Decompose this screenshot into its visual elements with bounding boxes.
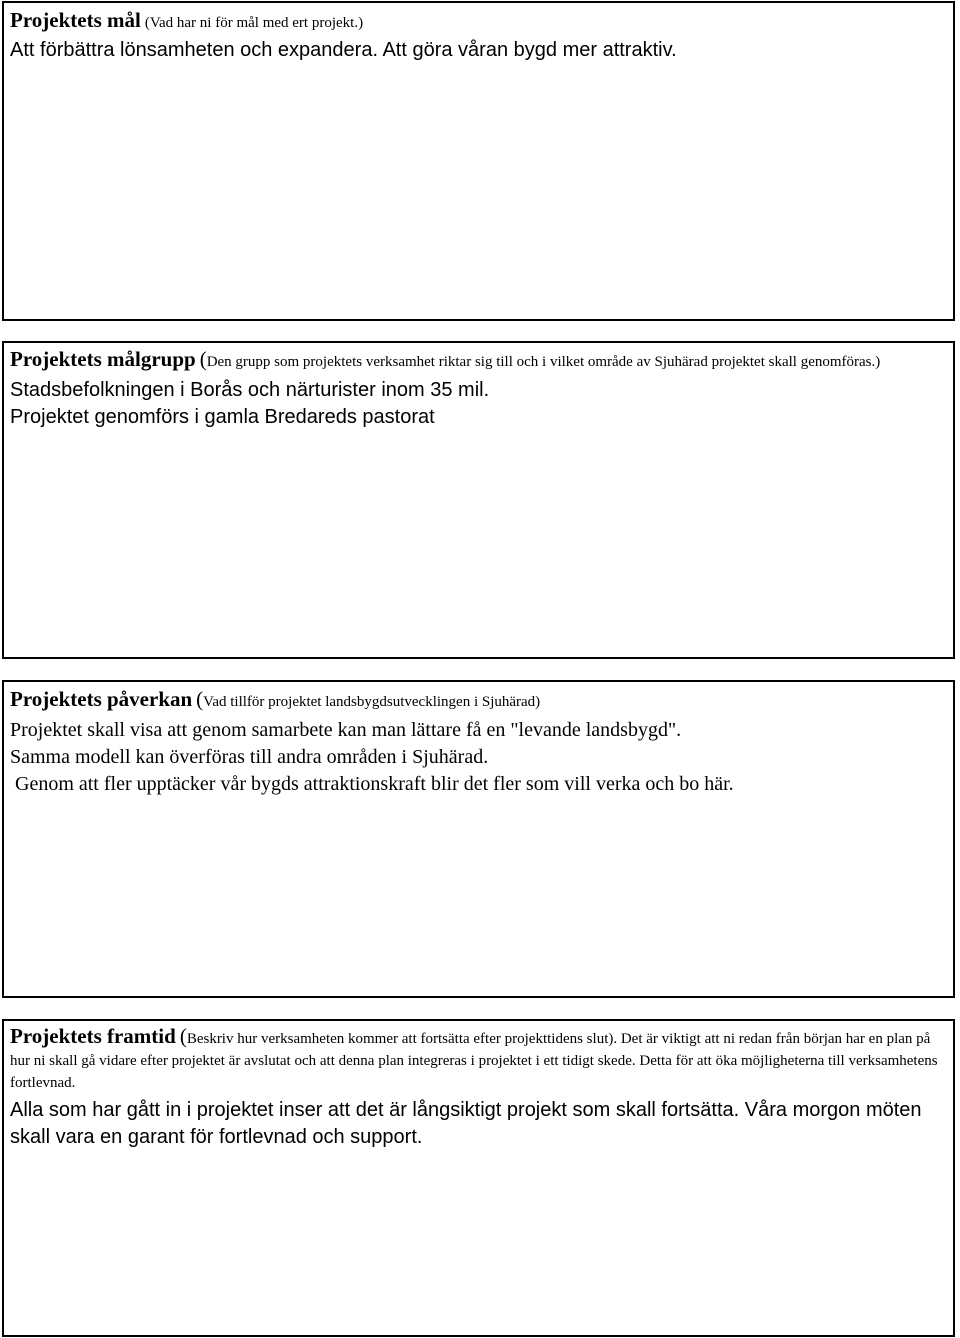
section-projektets-framtid <box>2 1019 955 1337</box>
section-title: Projektets framtid <box>10 1024 176 1048</box>
section-title: Projektets mål <box>10 8 141 32</box>
content-line: Stadsbefolkningen i Borås och närturister inom 35 mil. <box>10 379 490 401</box>
section-hint: Den grupp som projektets verksamhet riktar sig till och i vilket område av Sjuhärad projektet skall genomföras.) <box>206 354 881 370</box>
section-header <box>10 1025 947 1094</box>
section-projektets-paverkan <box>2 680 955 998</box>
section-projektets-malgrupp <box>2 341 955 659</box>
content-line: Projektet skall visa att genom samarbete kan man lättare få en "levande landsbygd". <box>10 719 682 741</box>
section-projektets-mal <box>2 1 955 321</box>
section-hint: Beskriv hur verksamheten kommer att fortsätta efter projekttidens slut). Det är viktigt att ni redan från början har en plan på hur ni skall gå vidare efter projektet är avslutat och att denna plan integreras i projektet i ett tidigt skede. Detta för att öka möjligheterna till verksamhetens fortlevnad. <box>10 1031 938 1091</box>
section-header <box>10 686 947 716</box>
content-line: Alla som har gått in i projektet inser att det är långsiktigt projekt som skall fortsätta. Våra morgon möten skall vara en garant för fortlevnad och support. <box>10 1099 922 1148</box>
section-hint: Vad tillför projektet landsbygdsutvecklingen i Sjuhärad) <box>203 694 541 710</box>
section-header <box>10 348 947 373</box>
content-line: Projektet genomförs i gamla Bredareds pastorat <box>10 406 435 428</box>
content-line: Samma modell kan överföras till andra områden i Sjuhärad. <box>10 746 489 768</box>
section-hint: (Vad har ni för mål med ert projekt.) <box>144 15 364 31</box>
section-hint-paren: ( <box>179 1024 187 1048</box>
section-hint-paren: ( <box>196 687 204 711</box>
section-content <box>10 717 947 798</box>
content-line: Genom att fler upptäcker vår bygds attraktionskraft blir det fler som vill verka och bo här. <box>10 773 734 795</box>
section-title: Projektets påverkan <box>10 687 193 711</box>
section-content <box>10 37 947 64</box>
content-line: Att förbättra lönsamheten och expandera. Att göra våran bygd mer attraktiv. <box>10 39 677 61</box>
section-content <box>10 1097 947 1151</box>
section-header <box>10 7 947 37</box>
section-content <box>10 377 947 431</box>
section-title: Projektets målgrupp <box>10 347 196 371</box>
section-hint-paren: ( <box>199 347 207 371</box>
